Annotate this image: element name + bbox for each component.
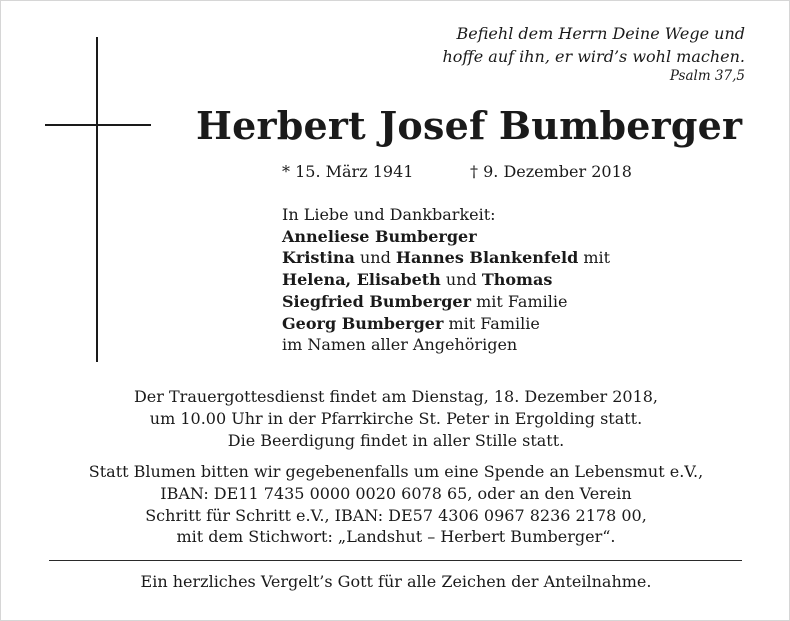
donation-line: mit dem Stichwort: „Landshut – Herbert Bumberger“.	[176, 527, 616, 547]
birth-date: * 15. März 1941	[282, 162, 414, 181]
mourner-name: Georg Bumberger	[282, 313, 444, 333]
service-line: Die Beerdigung findet in aller Stille statt.	[227, 430, 565, 450]
life-dates	[282, 159, 702, 185]
mourner-text: mit Familie	[471, 291, 568, 311]
cross-icon-crossbar	[45, 124, 151, 126]
quote-line: hoffe auf ihn, er wird’s wohl machen.	[442, 47, 745, 66]
death-date: † 9. Dezember 2018	[470, 162, 632, 181]
mourner-text: mit Familie	[443, 313, 540, 333]
mourner-name: Hannes Blankenfeld	[395, 248, 579, 268]
mourner-line	[282, 247, 742, 269]
mourner-line	[282, 291, 742, 313]
mourners-closing: im Namen aller Angehörigen	[282, 335, 518, 355]
mourner-name: Siegfried Bumberger	[282, 291, 472, 311]
mourners-intro: In Liebe und Dankbarkeit:	[282, 205, 496, 224]
divider	[49, 560, 742, 561]
mourner-line	[282, 313, 742, 335]
mourner-name: Anneliese Bumberger	[282, 226, 477, 246]
donation-line: IBAN: DE11 7435 0000 0020 6078 65, oder an den Verein	[160, 483, 632, 503]
deceased-name: Herbert Josef Bumberger	[196, 103, 743, 148]
mourner-name: Thomas	[481, 270, 553, 290]
mourner-line	[282, 226, 742, 248]
mourners-list	[282, 204, 742, 356]
mourner-text: mit	[578, 248, 611, 268]
cross-icon	[96, 37, 98, 362]
quote-line: Befiehl dem Herrn Deine Wege und	[456, 24, 745, 43]
bible-quote	[442, 22, 745, 86]
donation-line: Statt Blumen bitten wir gegebenenfalls um eine Spende an Lebensmut e.V.,	[88, 462, 704, 481]
service-line: Der Trauergottesdienst findet am Dienstag, 18. Dezember 2018,	[133, 387, 659, 406]
mourner-name: Kristina	[282, 248, 355, 268]
service-line: um 10.00 Uhr in der Pfarrkirche St. Peter in Ergolding statt.	[149, 408, 643, 428]
mourner-text: und	[440, 270, 482, 290]
mourner-text: und	[354, 248, 396, 268]
funeral-service-info	[31, 386, 761, 451]
mourner-name: Helena, Elisabeth	[282, 270, 441, 290]
quote-source: Psalm 37,5	[669, 68, 745, 84]
donation-info	[31, 461, 761, 548]
donation-line: Schritt für Schritt e.V., IBAN: DE57 4306 0967 8236 2178 00,	[145, 505, 647, 525]
thanks-line: Ein herzliches Vergelt’s Gott für alle Zeichen der Anteilnahme.	[140, 572, 652, 591]
mourner-line	[282, 269, 742, 291]
